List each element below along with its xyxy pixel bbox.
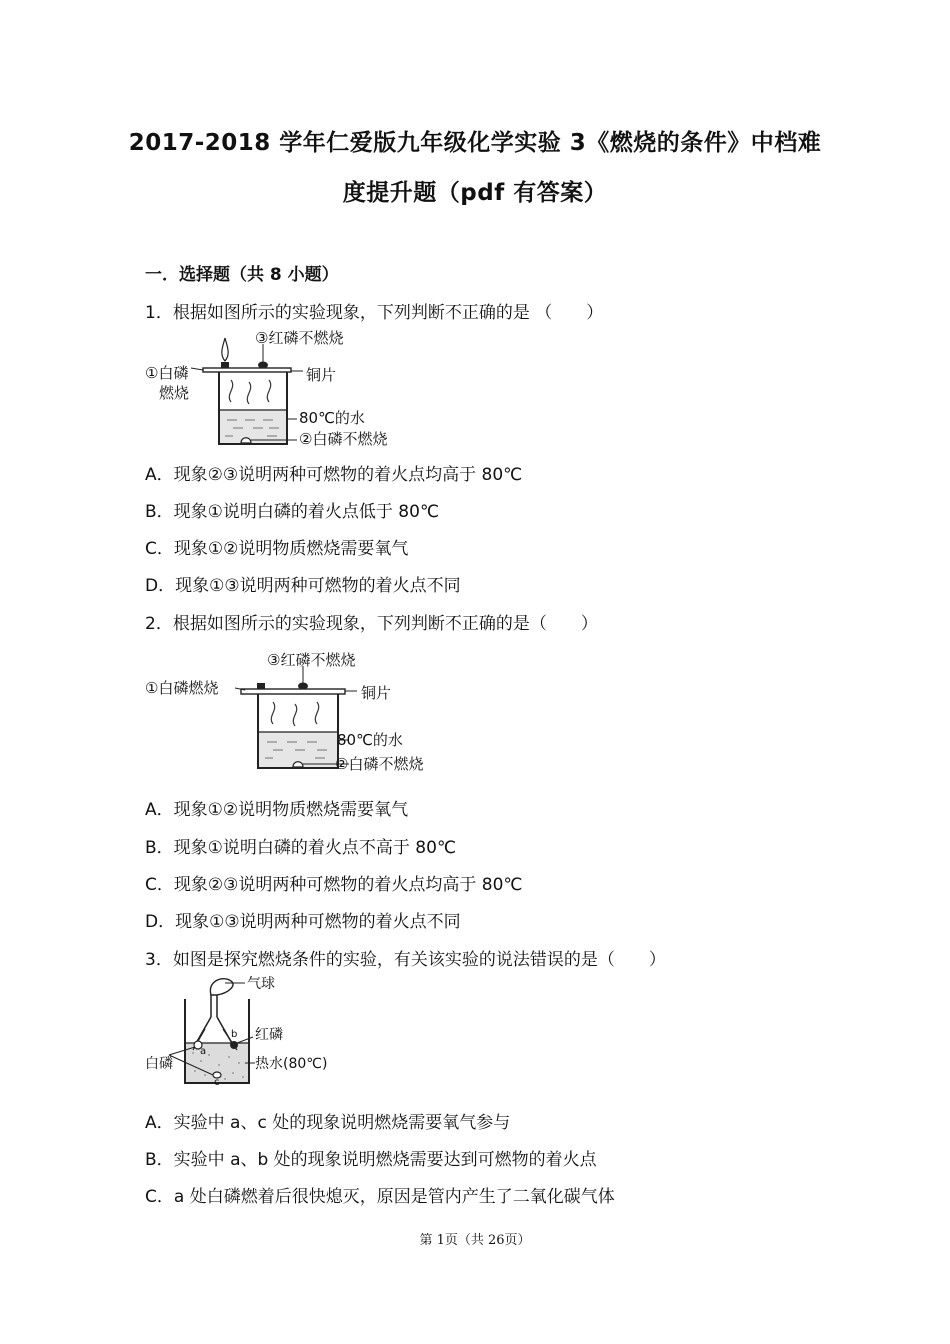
fig3-mark-a: a [200, 1046, 207, 1057]
question-2-option-d: D．现象①③说明两种可燃物的着火点不同 [145, 912, 461, 932]
question-2-option-b: B．现象①说明白磷的着火点不高于 80℃ [145, 838, 457, 858]
section-heading: 一．选择题（共 8 小题） [145, 265, 339, 285]
question-2-figure [145, 644, 455, 776]
fig1-label-burning: 燃烧 [159, 384, 190, 402]
question-1-option-d: D．现象①③说明两种可燃物的着火点不同 [145, 576, 461, 596]
fig1-label-copper: 铜片 [306, 366, 337, 384]
fig3-label-red-phosphorus: 红磷 [255, 1027, 283, 1043]
fig3-label-hot-water: 热水(80℃) [255, 1056, 328, 1072]
fig1-label-white-phosphorus: ①白磷 [145, 364, 189, 382]
question-1-figure [145, 324, 415, 452]
fig1-label-water: 80℃的水 [299, 409, 365, 427]
question-1-option-c: C．现象①②说明物质燃烧需要氧气 [145, 539, 409, 559]
question-3-option-c: C．a 处白磷燃着后很快熄灭，原因是管内产生了二氧化碳气体 [145, 1187, 615, 1207]
page-footer: 第 1页（共 26页） [419, 1233, 531, 1248]
document-title-line2: 度提升题（pdf 有答案） [342, 180, 608, 206]
question-1-option-a: A．现象②③说明两种可燃物的着火点均高于 80℃ [145, 465, 523, 485]
fig2-label-underwater-phosphorus: ②白磷不燃烧 [335, 755, 424, 773]
fig2-label-water: 80℃的水 [337, 731, 403, 749]
document-title-line1: 2017-2018 学年仁爱版九年级化学实验 3《燃烧的条件》中档难 [128, 130, 822, 156]
fig3-mark-b: b [231, 1029, 238, 1040]
question-3-figure [145, 975, 345, 1090]
fig1-label-underwater-phosphorus: ②白磷不燃烧 [299, 430, 388, 448]
fig3-label-balloon: 气球 [247, 976, 275, 992]
question-3-stem: 3．如图是探究燃烧条件的实验，有关该实验的说法错误的是（ ） [145, 950, 666, 970]
fig2-label-red-phosphorus: ③红磷不燃烧 [267, 651, 356, 669]
question-3-option-b: B．实验中 a、b 处的现象说明燃烧需要达到可燃物的着火点 [145, 1150, 597, 1170]
question-2-option-c: C．现象②③说明两种可燃物的着火点均高于 80℃ [145, 875, 523, 895]
question-2-stem: 2．根据如图所示的实验现象，下列判断不正确的是（ ） [145, 614, 598, 634]
question-1-option-b: B．现象①说明白磷的着火点低于 80℃ [145, 502, 440, 522]
fig3-label-white-phosphorus: 白磷 [145, 1056, 173, 1072]
fig2-label-white-phosphorus-burning: ①白磷燃烧 [145, 679, 219, 697]
question-1-stem: 1．根据如图所示的实验现象，下列判断不正确的是 （ ） [145, 303, 604, 323]
question-2-option-a: A．现象①②说明物质燃烧需要氧气 [145, 800, 409, 820]
question-3-option-a: A．实验中 a、c 处的现象说明燃烧需要氧气参与 [145, 1113, 511, 1133]
fig1-label-red-phosphorus: ③红磷不燃烧 [255, 329, 344, 347]
fig2-label-copper: 铜片 [361, 684, 392, 702]
fig3-mark-c: c [214, 1077, 220, 1088]
